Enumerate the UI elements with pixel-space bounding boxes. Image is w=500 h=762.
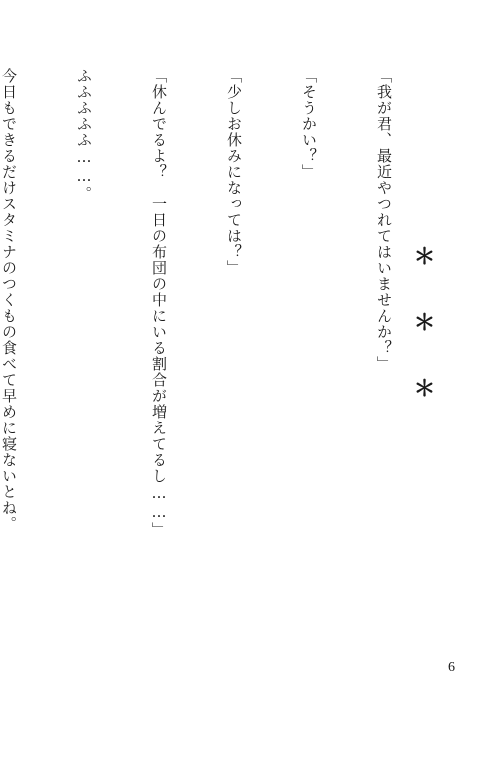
text-line: 今日もできるだけスタミナのつくもの食べて早めに寝ないとね。 [0,68,18,532]
text-line: 「我が君、最近やつれてはいませんか？」 [375,68,393,372]
page-number: 6 [448,660,455,675]
text-line: 「休んでるよ？ 一日の布団の中にいる割合が増えてるし……」 [150,68,168,538]
scene-break-asterisks: ＊＊＊ [410,245,436,443]
text-line: 「少しお休みになっては？」 [225,68,243,276]
text-line: 「そうかい？」 [300,68,318,180]
text-line: ふふふふふ……。 [75,68,93,202]
vertical-text-body [0,68,446,628]
